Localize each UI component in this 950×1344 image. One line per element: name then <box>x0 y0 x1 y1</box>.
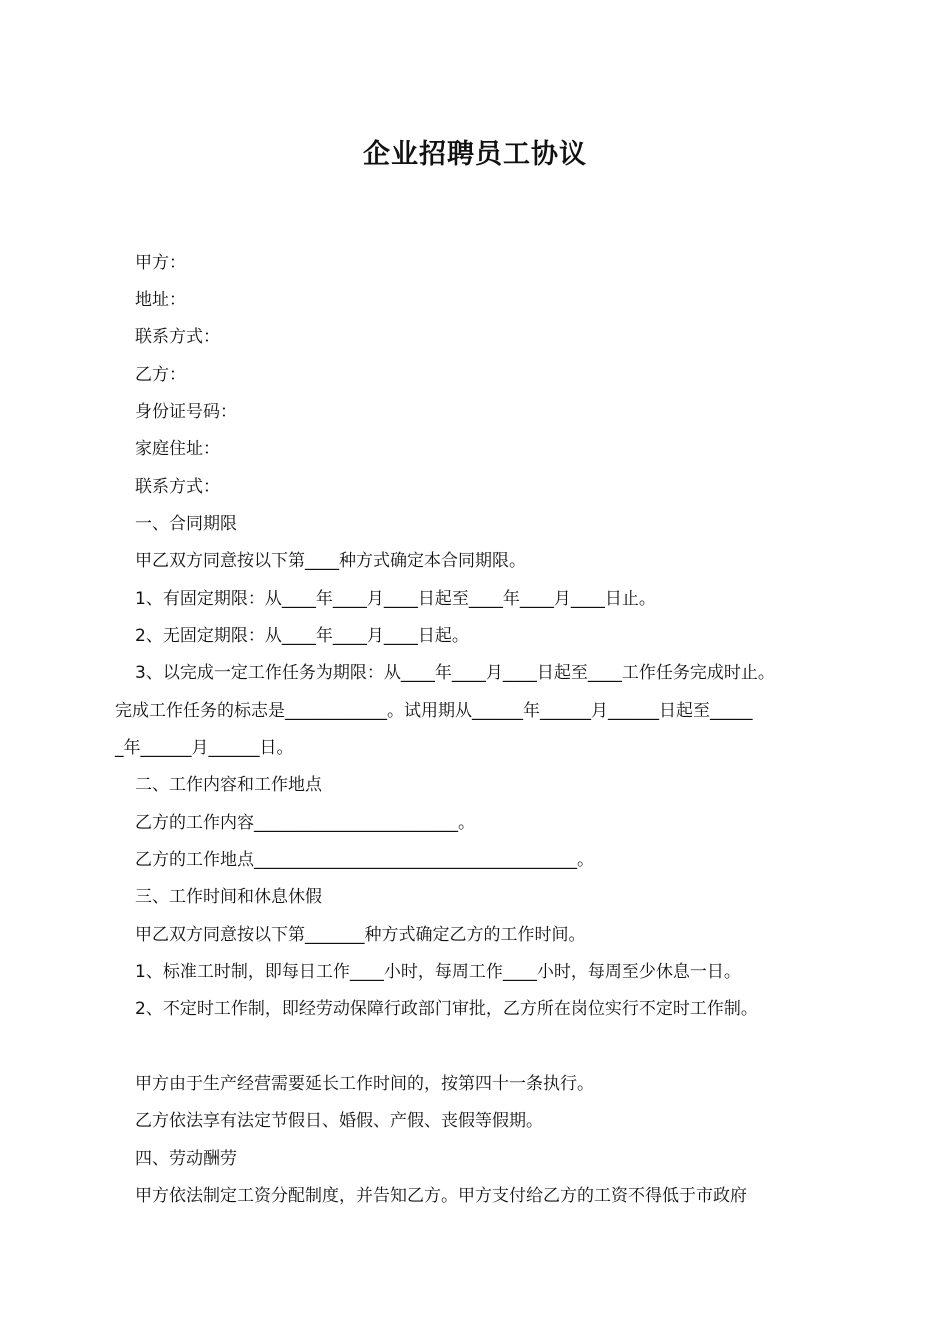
paragraph: 1、有固定期限：从____年____月____日起至____年____月____日止。 <box>135 589 656 609</box>
paragraph: 甲方依法制定工资分配制度，并告知乙方。甲方支付给乙方的工资不得低于市政府 <box>135 1186 747 1206</box>
section-heading-working-hours: 三、工作时间和休息休假 <box>135 887 322 907</box>
party-a-label: 甲方： <box>135 253 186 273</box>
paragraph: 甲乙双方同意按以下第_______种方式确定乙方的工作时间。 <box>135 925 586 945</box>
paragraph: 甲乙双方同意按以下第____种方式确定本合同期限。 <box>135 551 526 571</box>
party-a-address-label: 地址： <box>135 290 186 310</box>
paragraph: 2、不定时工作制，即经劳动保障行政部门审批，乙方所在岗位实行不定时工作制。 <box>135 999 758 1019</box>
paragraph: 甲方由于生产经营需要延长工作时间的，按第四十一条执行。 <box>135 1074 594 1094</box>
section-heading-remuneration: 四、劳动酬劳 <box>135 1149 237 1169</box>
paragraph: 乙方的工作地点______________________________________。 <box>135 850 594 870</box>
paragraph: 3、以完成一定工作任务为期限：从____年____月____日起至____工作任务完成时止。 <box>135 663 775 683</box>
document-title: 企业招聘员工协议 <box>363 139 587 170</box>
paragraph-continuation: _年______月______日。 <box>115 738 294 758</box>
party-a-contact-label: 联系方式： <box>135 327 220 347</box>
paragraph: 乙方依法享有法定节假日、婚假、产假、丧假等假期。 <box>135 1111 543 1131</box>
party-b-contact-label: 联系方式： <box>135 477 220 497</box>
paragraph: 1、标准工时制，即每日工作____小时，每周工作____小时，每周至少休息一日。 <box>135 962 741 982</box>
party-b-id-label: 身份证号码： <box>135 402 237 422</box>
paragraph-continuation: 完成工作任务的标志是____________。试用期从______年______月______日起至_____ <box>115 701 753 721</box>
section-heading-contract-term: 一、合同期限 <box>135 514 237 534</box>
paragraph: 乙方的工作内容________________________。 <box>135 813 475 833</box>
party-b-address-label: 家庭住址： <box>135 439 220 459</box>
paragraph: 2、无固定期限：从____年____月____日起。 <box>135 626 469 646</box>
section-heading-work-content: 二、工作内容和工作地点 <box>135 775 322 795</box>
party-b-label: 乙方： <box>135 365 186 385</box>
